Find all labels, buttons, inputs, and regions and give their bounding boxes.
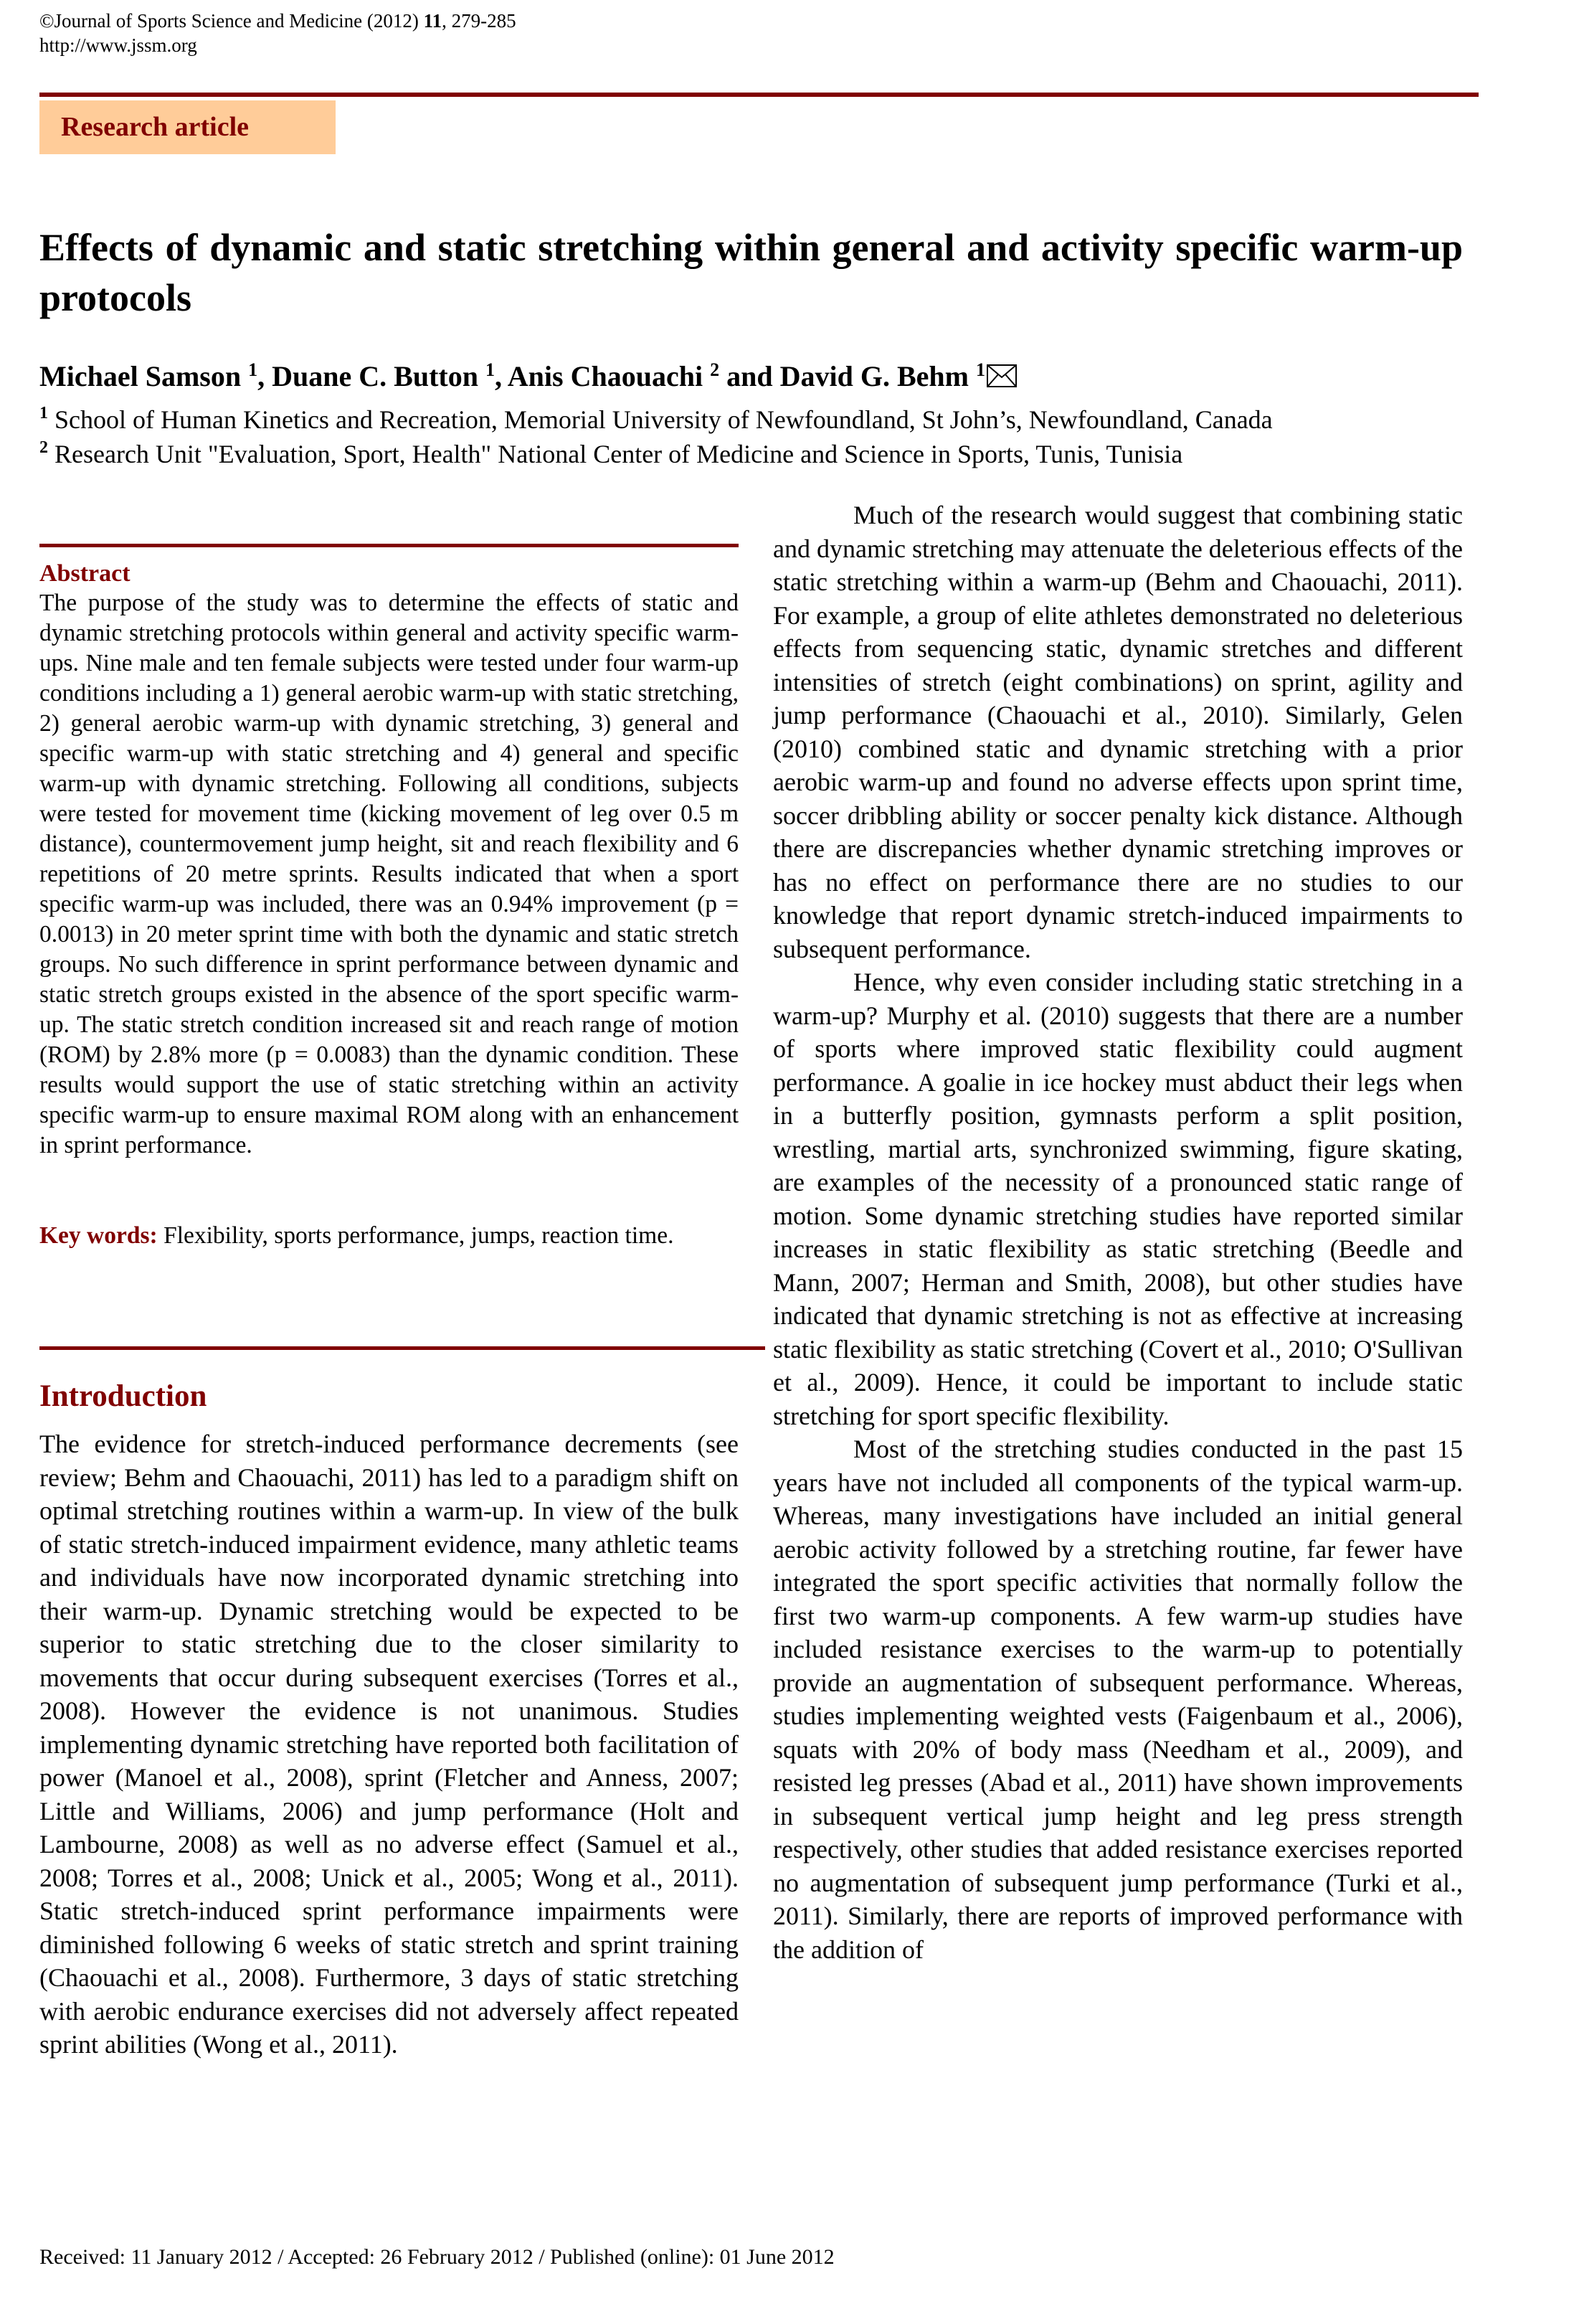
abstract-heading: Abstract	[39, 560, 131, 587]
introduction-heading: Introduction	[39, 1379, 207, 1413]
journal-name: ©Journal of Sports Science and Medicine (2012)	[39, 10, 424, 32]
article-type-label: Research article	[61, 112, 250, 142]
paragraph: Most of the stretching studies conducted in the past 15 years have not included all components of the typical warm-up. Whereas, many investigations have included an initial general aerobic activity followed by a stretching routine, far fewer have integrated the sport specific activities that normally follow the first two warm-up components. A few warm-up studies have included resistance exercises to the warm-up to potentially provide an augmentation of subsequent performance. Whereas, studies implementing weighted vests (Faigenbaum et al., 2006), squats with 20% of body mass (Needham et al., 2009), and resisted leg presses (Abad et al., 2011) have shown improvements in subsequent vertical jump height and leg press strength respectively, other studies that added resistance exercises reported no augmentation of subsequent jump performance (Turki et al., 2011). Similarly, there are reports of improved performance with the addition of	[773, 1435, 1463, 1964]
author-name: David G. Behm	[779, 360, 969, 392]
abstract-bottom-divider	[39, 1346, 765, 1350]
abstract-text: The purpose of the study was to determine the effects of static and dynamic stretching protocols within general and activity specific warm-ups. Nine male and ten female subjects were tested under four warm-up conditions including a 1) general aerobic warm-up with static stretching, 2) general aerobic warm-up with dynamic stretching, 3) general and specific warm-up with static stretching and 4) general and specific warm-up with dynamic stretching. Following all conditions, subjects were tested for movement time (kicking movement of leg over 0.5 m distance), countermovement jump height, sit and reach flexibility and 6 repetitions of 20 metre sprints. Results indicated that when a sport specific warm-up was included, there was an 0.94% improvement (p = 0.0013) in 20 meter sprint time with both the dynamic and static stretch groups. No such difference in sprint performance between dynamic and static stretch groups existed in the absence of the sport specific warm-up. The static stretch condition increased sit and reach range of motion (ROM) by 2.8% more (p = 0.0083) than the dynamic condition. These results would support the use of static stretching within an activity specific warm-up to ensure maximal ROM along with an enhancement in sprint performance.	[39, 590, 739, 1158]
author-name: Anis Chaouachi	[507, 360, 703, 392]
introduction-left-text	[39, 1427, 739, 2061]
journal-url[interactable]: http://www.jssm.org	[39, 34, 197, 56]
affiliation-number: 2	[39, 438, 48, 457]
affiliation-2	[39, 438, 1463, 471]
journal-citation	[39, 9, 516, 33]
keywords-label: Key words:	[39, 1222, 158, 1249]
article-type-badge	[39, 100, 336, 154]
author-affiliation-mark: 2	[710, 359, 720, 380]
author-list	[39, 359, 1463, 395]
affiliation-number: 1	[39, 404, 48, 422]
paragraph: The evidence for stretch-induced performance decrements (see review; Behm and Chaouachi, 2011) has led to a paradigm shift on optimal stretching routines within a warm-up. In view of the bulk of static stretch-induced impairment evidence, many athletic teams and individuals have now incorporated dynamic stretching into their warm-up. Dynamic stretching would be expected to be superior to static stretching due to the closer similarity to movements that occur during subsequent exercises (Torres et al., 2008). However the evidence is not unanimous. Studies implementing dynamic stretching have reported both facilitation of power (Manoel et al., 2008), sprint (Fletcher and Anness, 2007; Little and Williams, 2006) and jump performance (Holt and Lambourne, 2008) as well as no adverse effect (Samuel et al., 2008; Torres et al., 2008; Unick et al., 2005; Wong et al., 2011). Static stretch-induced sprint performance impairments were diminished following 6 weeks of static stretch and sprint training (Chaouachi et al., 2008). Furthermore, 3 days of static stretching with aerobic endurance exercises did not adversely affect repeated sprint abilities (Wong et al., 2011).	[39, 1430, 739, 2059]
author-separator: ,	[257, 360, 272, 392]
author-affiliation-mark: 1	[975, 359, 985, 380]
affiliation-1	[39, 403, 1463, 436]
author-name: Michael Samson	[39, 360, 242, 392]
header-divider	[39, 93, 1479, 97]
journal-pages: , 279-285	[442, 10, 516, 32]
author-name: Duane C. Button	[272, 360, 478, 392]
author-separator: and	[719, 360, 780, 392]
envelope-icon[interactable]	[987, 360, 1017, 383]
paragraph: Much of the research would suggest that combining static and dynamic stretching may attenuate the deleterious effects of the static stretching within a warm-up (Behm and Chaouachi, 2011). For example, a group of elite athletes demonstrated no deleterious effects from sequencing static, dynamic stretches and different intensities of stretch (eight combinations) on sprint, agility and jump performance (Chaouachi et al., 2010). Similarly, Gelen (2010) combined static and dynamic stretching with a prior aerobic warm-up and found no adverse effects upon sprint time, soccer dribbling ability or soccer penalty kick distance. Although there are discrepancies whether dynamic stretching improves or has no effect on performance there are no studies to our knowledge that report dynamic stretch-induced impairments to subsequent performance.	[773, 501, 1463, 963]
affiliation-text: School of Human Kinetics and Recreation, Memorial University of Newfoundland, St John’s, Newfoundland, Canada	[48, 405, 1273, 434]
affiliation-text: Research Unit "Evaluation, Sport, Health" National Center of Medicine and Science in Sports, Tunis, Tunisia	[48, 440, 1183, 468]
paragraph: Hence, why even consider including static stretching in a warm-up? Murphy et al. (2010) suggests that there are a number of sports where improved static flexibility could augment performance. A goalie in ice hockey must abduct their legs when in a butterfly position, gymnasts perform a split position, wrestling, martial arts, synchronized swimming, figure skating, are examples of the necessity of a pronounced static range of motion. Some dynamic stretching studies have reported similar increases in static flexibility as static stretching (Beedle and Mann, 2007; Herman and Smith, 2008), but other studies have indicated that dynamic stretching is not as effective at increasing static flexibility as static stretching (Covert et al., 2010; O'Sullivan et al., 2009). Hence, it could be important to include static stretching for sport specific flexibility.	[773, 968, 1463, 1430]
keywords	[39, 1221, 739, 1251]
author-affiliation-mark: 1	[485, 359, 495, 380]
publication-dates: Received: 11 January 2012 / Accepted: 26 February 2012 / Published (online): 01 June 2012	[39, 2245, 835, 2269]
keywords-list: Flexibility, sports performance, jumps, reaction time.	[157, 1222, 674, 1249]
introduction-right-text	[773, 499, 1463, 1966]
author-affiliation-mark: 1	[248, 359, 258, 380]
paper-title: Effects of dynamic and static stretching within general and activity specific warm-up protocols	[39, 226, 1463, 319]
author-separator: ,	[494, 360, 508, 392]
abstract-top-divider	[39, 544, 739, 547]
journal-volume: 11	[423, 10, 442, 32]
